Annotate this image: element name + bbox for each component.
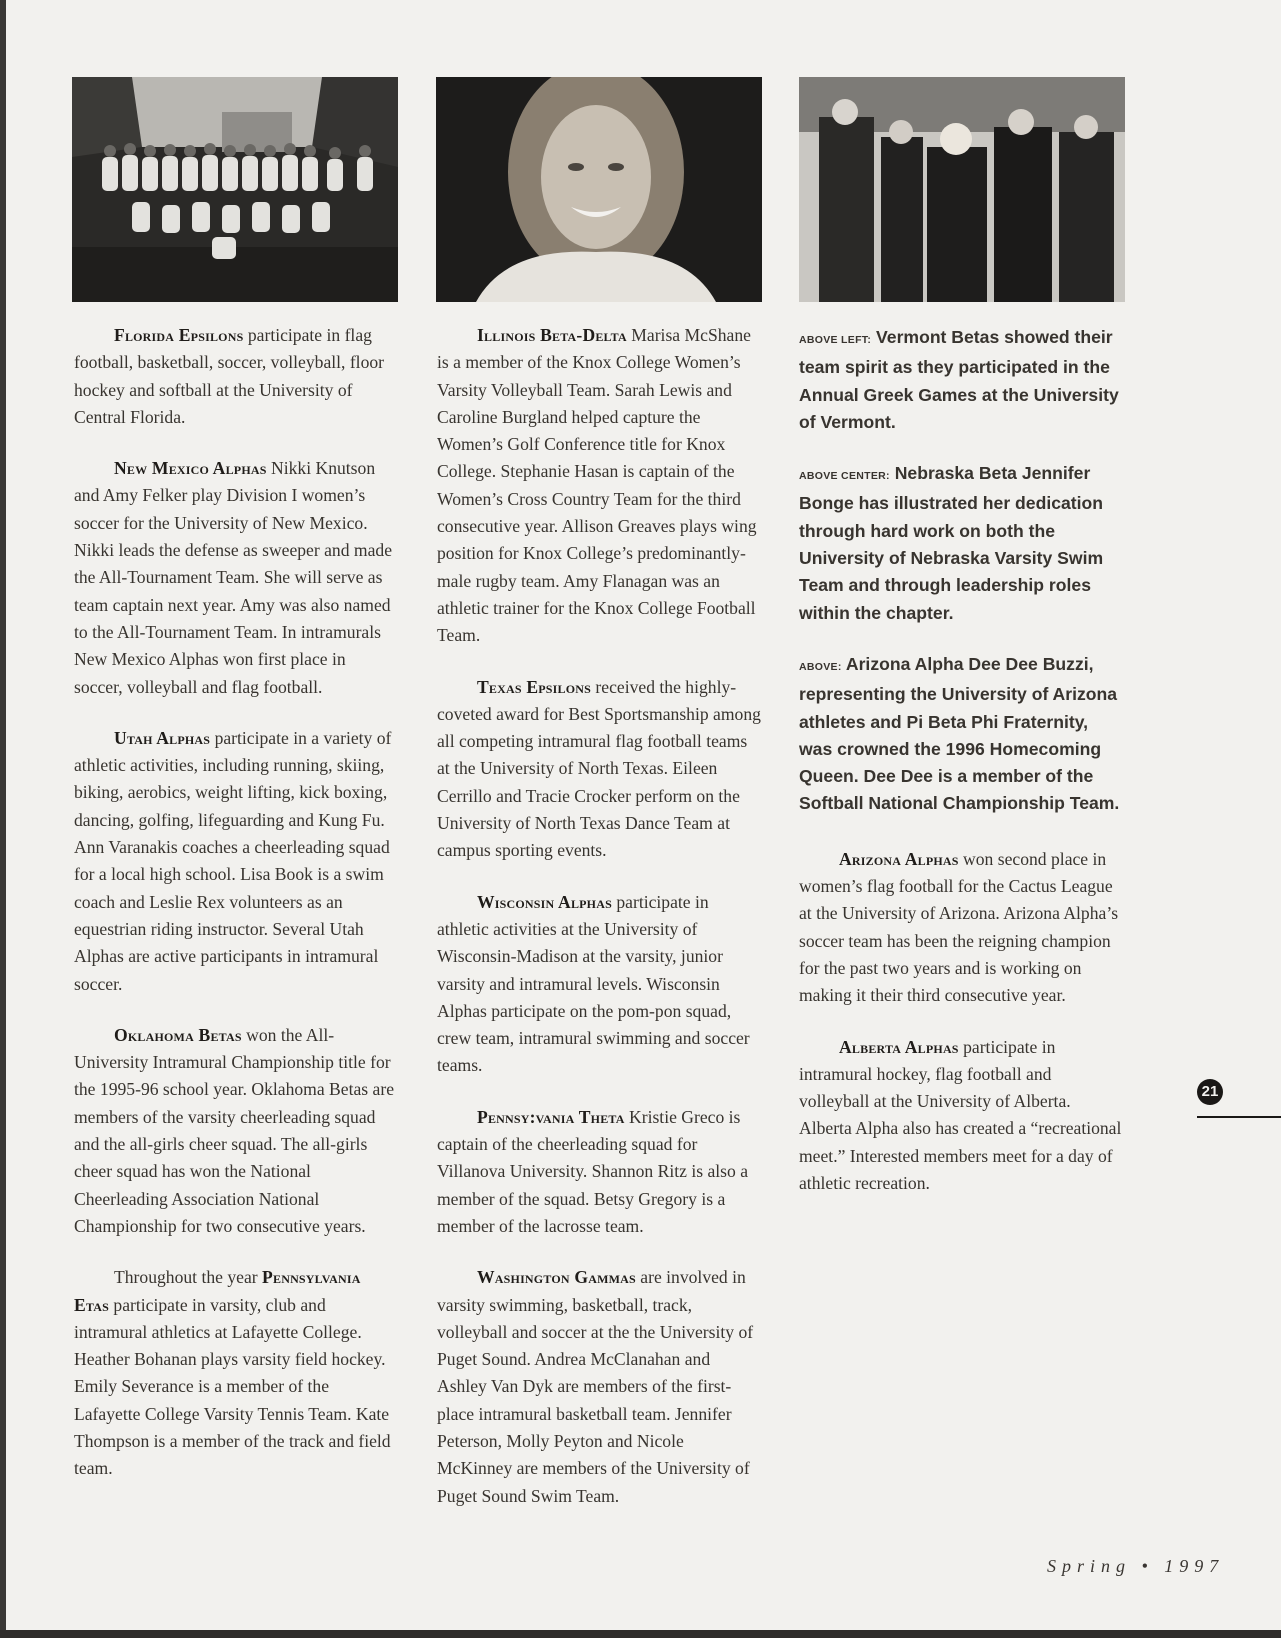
portrait-photo-image	[436, 77, 762, 302]
paragraph-text: participate in a variety of athletic activities, including running, skiing, biking, aerobics, weight lifting, kick boxing, dancing, golfing, lifeguarding and Kung Fu. Ann Varanakis coaches a cheerleading squad for a local high school. Lisa Book is a swim coach and Leslie Rex volunteers as an equestrian riding instructor. Several Utah Alphas are active participants in intramural soccer.	[74, 727, 392, 994]
caption-text: Vermont Betas showed their team spirit as they participated in the Annual Greek Games at the University of Vermont.	[799, 327, 1119, 432]
page-edge-shadow	[0, 0, 6, 1638]
chapter-name: New Mexico Alphas	[114, 458, 267, 479]
photo-arizona-alpha	[799, 77, 1125, 302]
paragraph-text: participate in flag football, basketball, soccer, volleyball, floor hockey and softball at the University of Central Florida.	[74, 325, 385, 427]
paragraph-text: participate in intramural hockey, flag football and volleyball at the University of Alberta. Alberta Alpha also has created a “recreational meet.” Interested members meet for a day of athletic recreation.	[799, 1036, 1122, 1194]
caption-text: Nebraska Beta Jennifer Bonge has illustrated her dedication through hard work on both the University of Nebraska Varsity Swim Team and through leadership roles within the chapter.	[799, 463, 1104, 623]
paragraph-pennsylvania-etas	[74, 1264, 396, 1482]
caption-above-left	[799, 324, 1124, 436]
group-photo-image	[72, 77, 398, 302]
page-number-rule	[1197, 1116, 1281, 1118]
paragraph-wisconsin-alphas	[437, 889, 762, 1080]
column-1	[74, 322, 396, 1507]
paragraph-text: participate in varsity, club and intramural athletics at Lafayette College. Heather Bohanan plays varsity field hockey. Emily Severance is a member of the Lafayette College Varsity Tennis Team. Kate Thompson is a member of the track and field team.	[74, 1294, 391, 1479]
column-2	[437, 322, 762, 1534]
chapter-name: Pennsylvania Etas	[74, 1267, 361, 1315]
issue-footer: Spring • 1997	[1047, 1556, 1225, 1576]
paragraph-lead: Throughout the year	[114, 1267, 263, 1288]
paragraph-washington-gammas	[437, 1264, 762, 1510]
caption-above	[799, 651, 1124, 818]
caption-text: Arizona Alpha Dee Dee Buzzi, representing the University of Arizona athletes and Pi Beta Phi Fraternity, was crowned the 1996 Homecoming Queen. Dee Dee is a member of the Softball National Championship Team.	[799, 653, 1120, 814]
paragraph-text: won second place in women’s flag football for the Cactus League at the University of Arizona. Arizona Alpha’s soccer team has been the reigning champion for the past two years and is working on making it their third consecutive year.	[799, 848, 1119, 1006]
photo-nebraska-beta	[436, 77, 762, 302]
caption-label: ABOVE:	[799, 660, 842, 673]
chapter-name: Pennsy:vania Theta	[477, 1106, 625, 1127]
column-3	[799, 324, 1124, 1221]
paragraph-texas-epsilons	[437, 674, 762, 865]
chapter-name: Florida Epsilons	[114, 325, 244, 345]
paragraph-utah-alphas	[74, 725, 396, 998]
paragraph-text: Nikki Knutson and Amy Felker play Division I women’s soccer for the University of New Mexico. Nikki leads the defense as sweeper and made the All-Tournament Team. She will serve as team captain next year. Amy was also named to the All-Tournament Team. In intramurals New Mexico Alphas won first place in soccer, volleyball and flag football.	[74, 458, 393, 697]
paragraph-pennsylvania-theta	[437, 1104, 762, 1240]
paragraph-alberta-alphas	[799, 1034, 1124, 1198]
caption-label: ABOVE CENTER:	[799, 470, 890, 483]
chapter-name: Utah Alphas	[114, 727, 211, 748]
paragraph-text: Kristie Greco is captain of the cheerleading squad for Villanova University. Shannon Ritz is also a member of the squad. Betsy Gregory is a member of the lacrosse team.	[437, 1106, 749, 1236]
chapter-name: Oklahoma Betas	[114, 1024, 242, 1045]
page-number-badge: 21	[1197, 1079, 1223, 1105]
caption-above-center	[799, 460, 1124, 627]
homecoming-photo-image	[799, 77, 1125, 302]
photo-vermont-betas	[72, 77, 398, 302]
chapter-name: Wisconsin Alphas	[477, 891, 612, 912]
paragraph-new-mexico-alphas	[74, 455, 396, 701]
paragraph-text: Marisa McShane is a member of the Knox College Women’s Varsity Volleyball Team. Sarah Lewis and Caroline Burgland helped capture the Women’s Golf Conference title for Knox College. Stephanie Hasan is captain of the Women’s Cross Country Team for the third consecutive year. Allison Greaves plays wing position for Knox College’s predominantly-male rugby team. Amy Flanagan was an athletic trainer for the Knox College Football Team.	[437, 325, 757, 646]
chapter-name: Alberta Alphas	[839, 1036, 959, 1057]
paragraph-text: participate in athletic activities at the University of Wisconsin-Madison at the varsity, junior varsity and intramural levels. Wisconsin Alphas participate on the pom-pon squad, crew team, intramural swimming and soccer teams.	[437, 891, 750, 1076]
chapter-name: Washington Gammas	[477, 1267, 636, 1288]
paragraph-florida-epsilons	[74, 322, 396, 431]
paragraph-text: are involved in varsity swimming, basketball, track, volleyball and soccer at the the University of Puget Sound. Andrea McClanahan and Ashley Van Dyk are members of the first-place intramural basketball team. Jennifer Peterson, Molly Peyton and Nicole McKinney are members of the University of Puget Sound Swim Team.	[437, 1267, 754, 1506]
paragraph-illinois-beta-delta	[437, 322, 762, 650]
page-bottom-edge	[0, 1630, 1281, 1638]
caption-label: ABOVE LEFT:	[799, 334, 872, 346]
paragraph-text: won the All-University Intramural Championship title for the 1995-96 school year. Oklahoma Betas are members of the varsity cheerleading squad and the all-girls cheer squad. The all-girls cheer squad has won the National Cheerleading Association National Championship for two consecutive years.	[74, 1024, 395, 1236]
paragraph-oklahoma-betas	[74, 1022, 396, 1240]
chapter-name: Texas Epsilons	[477, 676, 592, 697]
paragraph-arizona-alphas	[799, 846, 1124, 1010]
chapter-name: Illinois Beta-Delta	[477, 325, 627, 345]
paragraph-text: received the highly-coveted award for Best Sportsmanship among all competing intramural flag football teams at the University of North Texas. Eileen Cerrillo and Tracie Crocker perform on the University of North Texas Dance Team at campus sporting events.	[437, 676, 761, 861]
chapter-name: Arizona Alphas	[839, 848, 959, 869]
